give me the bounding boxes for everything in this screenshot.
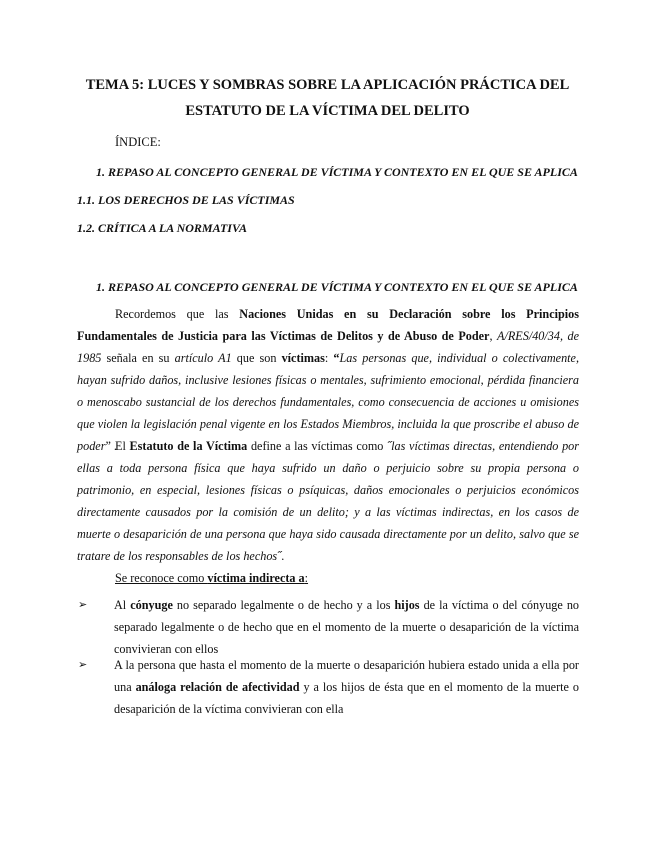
statute-name: Estatuto de la Víctima bbox=[129, 439, 248, 453]
bullet-text-2 bbox=[114, 654, 579, 720]
paragraph-un-declaration bbox=[77, 303, 579, 457]
text: Se reconoce como bbox=[115, 571, 208, 585]
victims-term: víctimas bbox=[281, 351, 325, 365]
toc-item-1-1: 1.1. LOS DERECHOS DE LAS VÍCTIMAS bbox=[77, 193, 295, 207]
text: de la víctima o del cónyuge no separado legalmente o de hecho que en el momento de la muerte o desaparición de la víctima convivieran con ellos bbox=[114, 598, 580, 656]
text: El bbox=[115, 439, 130, 453]
list-item bbox=[78, 594, 580, 660]
text: : bbox=[324, 351, 334, 365]
arrow-bullet-icon: ➢ bbox=[78, 599, 88, 611]
text: Recordemos que las bbox=[115, 307, 240, 321]
bullet-text-1 bbox=[114, 594, 579, 660]
text: y a los hijos de ésta que en el momento de la muerte o desaparición de la víctima convivieran con ella bbox=[114, 680, 579, 716]
document-title bbox=[60, 72, 595, 124]
children-term: hijos bbox=[394, 598, 420, 612]
text: señala en su bbox=[101, 351, 175, 365]
resolution-ref: A/RES/40/34, de 1985 bbox=[77, 329, 580, 365]
list-item bbox=[78, 654, 579, 720]
text: . bbox=[281, 549, 285, 563]
title-line-1: TEMA 5: LUCES Y SOMBRAS SOBRE LA APLICACIÓN PRÁCTICA DEL bbox=[85, 77, 570, 93]
text: que son bbox=[231, 351, 282, 365]
text: define a las víctimas como bbox=[247, 439, 388, 453]
article-ref: artículo A1 bbox=[174, 351, 232, 365]
text: , bbox=[489, 329, 498, 343]
text: : bbox=[304, 571, 309, 585]
indirect-victim-intro bbox=[115, 571, 308, 586]
open-quote: “ bbox=[333, 351, 340, 365]
indirect-victim-term: víctima indirecta a bbox=[207, 571, 305, 585]
text: Al bbox=[114, 598, 131, 612]
un-declaration-title: Naciones Unidas en su Declaración sobre los Principios Fundamentales de Justicia para las Víctimas de Delitos y de Abuso de Poder bbox=[77, 307, 579, 343]
text: A la persona que hasta el momento de la muerte o desaparición hubiera estado unida a ella por una bbox=[114, 658, 579, 694]
spouse-term: cónyuge bbox=[130, 598, 173, 612]
statute-definition-quote: ˝las víctimas directas, entendiendo por ellas a toda persona física que haya sufrido un daño o perjuicio sobre su propia persona o patrimonio, en especial, lesiones físicas o psíquicas, daños emocionales o perjuicios económicos directamente causados por la comisión de un delito; y a las víctimas indirectas, en los casos de muerte o desaparición de una persona que haya sido causada directamente por un delito, salvo que se tratare de los responsables de los hechos˝ bbox=[77, 439, 580, 563]
section-heading: 1. REPASO AL CONCEPTO GENERAL DE VÍCTIMA Y CONTEXTO EN EL QUE SE APLICA bbox=[96, 280, 578, 294]
text: no separado legalmente o de hecho y a los bbox=[172, 598, 395, 612]
affective-relationship-term: análoga relación de afectividad bbox=[135, 680, 300, 694]
arrow-bullet-icon: ➢ bbox=[78, 659, 88, 671]
text: ” . bbox=[105, 439, 117, 453]
toc-item-1-2: 1.2. CRÍTICA A LA NORMATIVA bbox=[77, 221, 248, 235]
paragraph-statute-definition bbox=[77, 435, 579, 567]
un-definition-quote: Las personas que, individual o colectivamente, hayan sufrido daños, inclusive lesiones físicas o mentales, sufrimiento emocional, pérdida financiera o menoscabo sustancial de los derechos fundamentales, como consecuencia de acciones u omisiones que violen la legislación penal vigente en los Estados Miembros, incluida la que proscribe el abuso de poder bbox=[77, 351, 580, 453]
index-label: ÍNDICE: bbox=[115, 135, 161, 149]
toc-item-1: 1. REPASO AL CONCEPTO GENERAL DE VÍCTIMA Y CONTEXTO EN EL QUE SE APLICA bbox=[96, 165, 578, 179]
title-line-2: ESTATUTO DE LA VÍCTIMA DEL DELITO bbox=[185, 103, 470, 119]
